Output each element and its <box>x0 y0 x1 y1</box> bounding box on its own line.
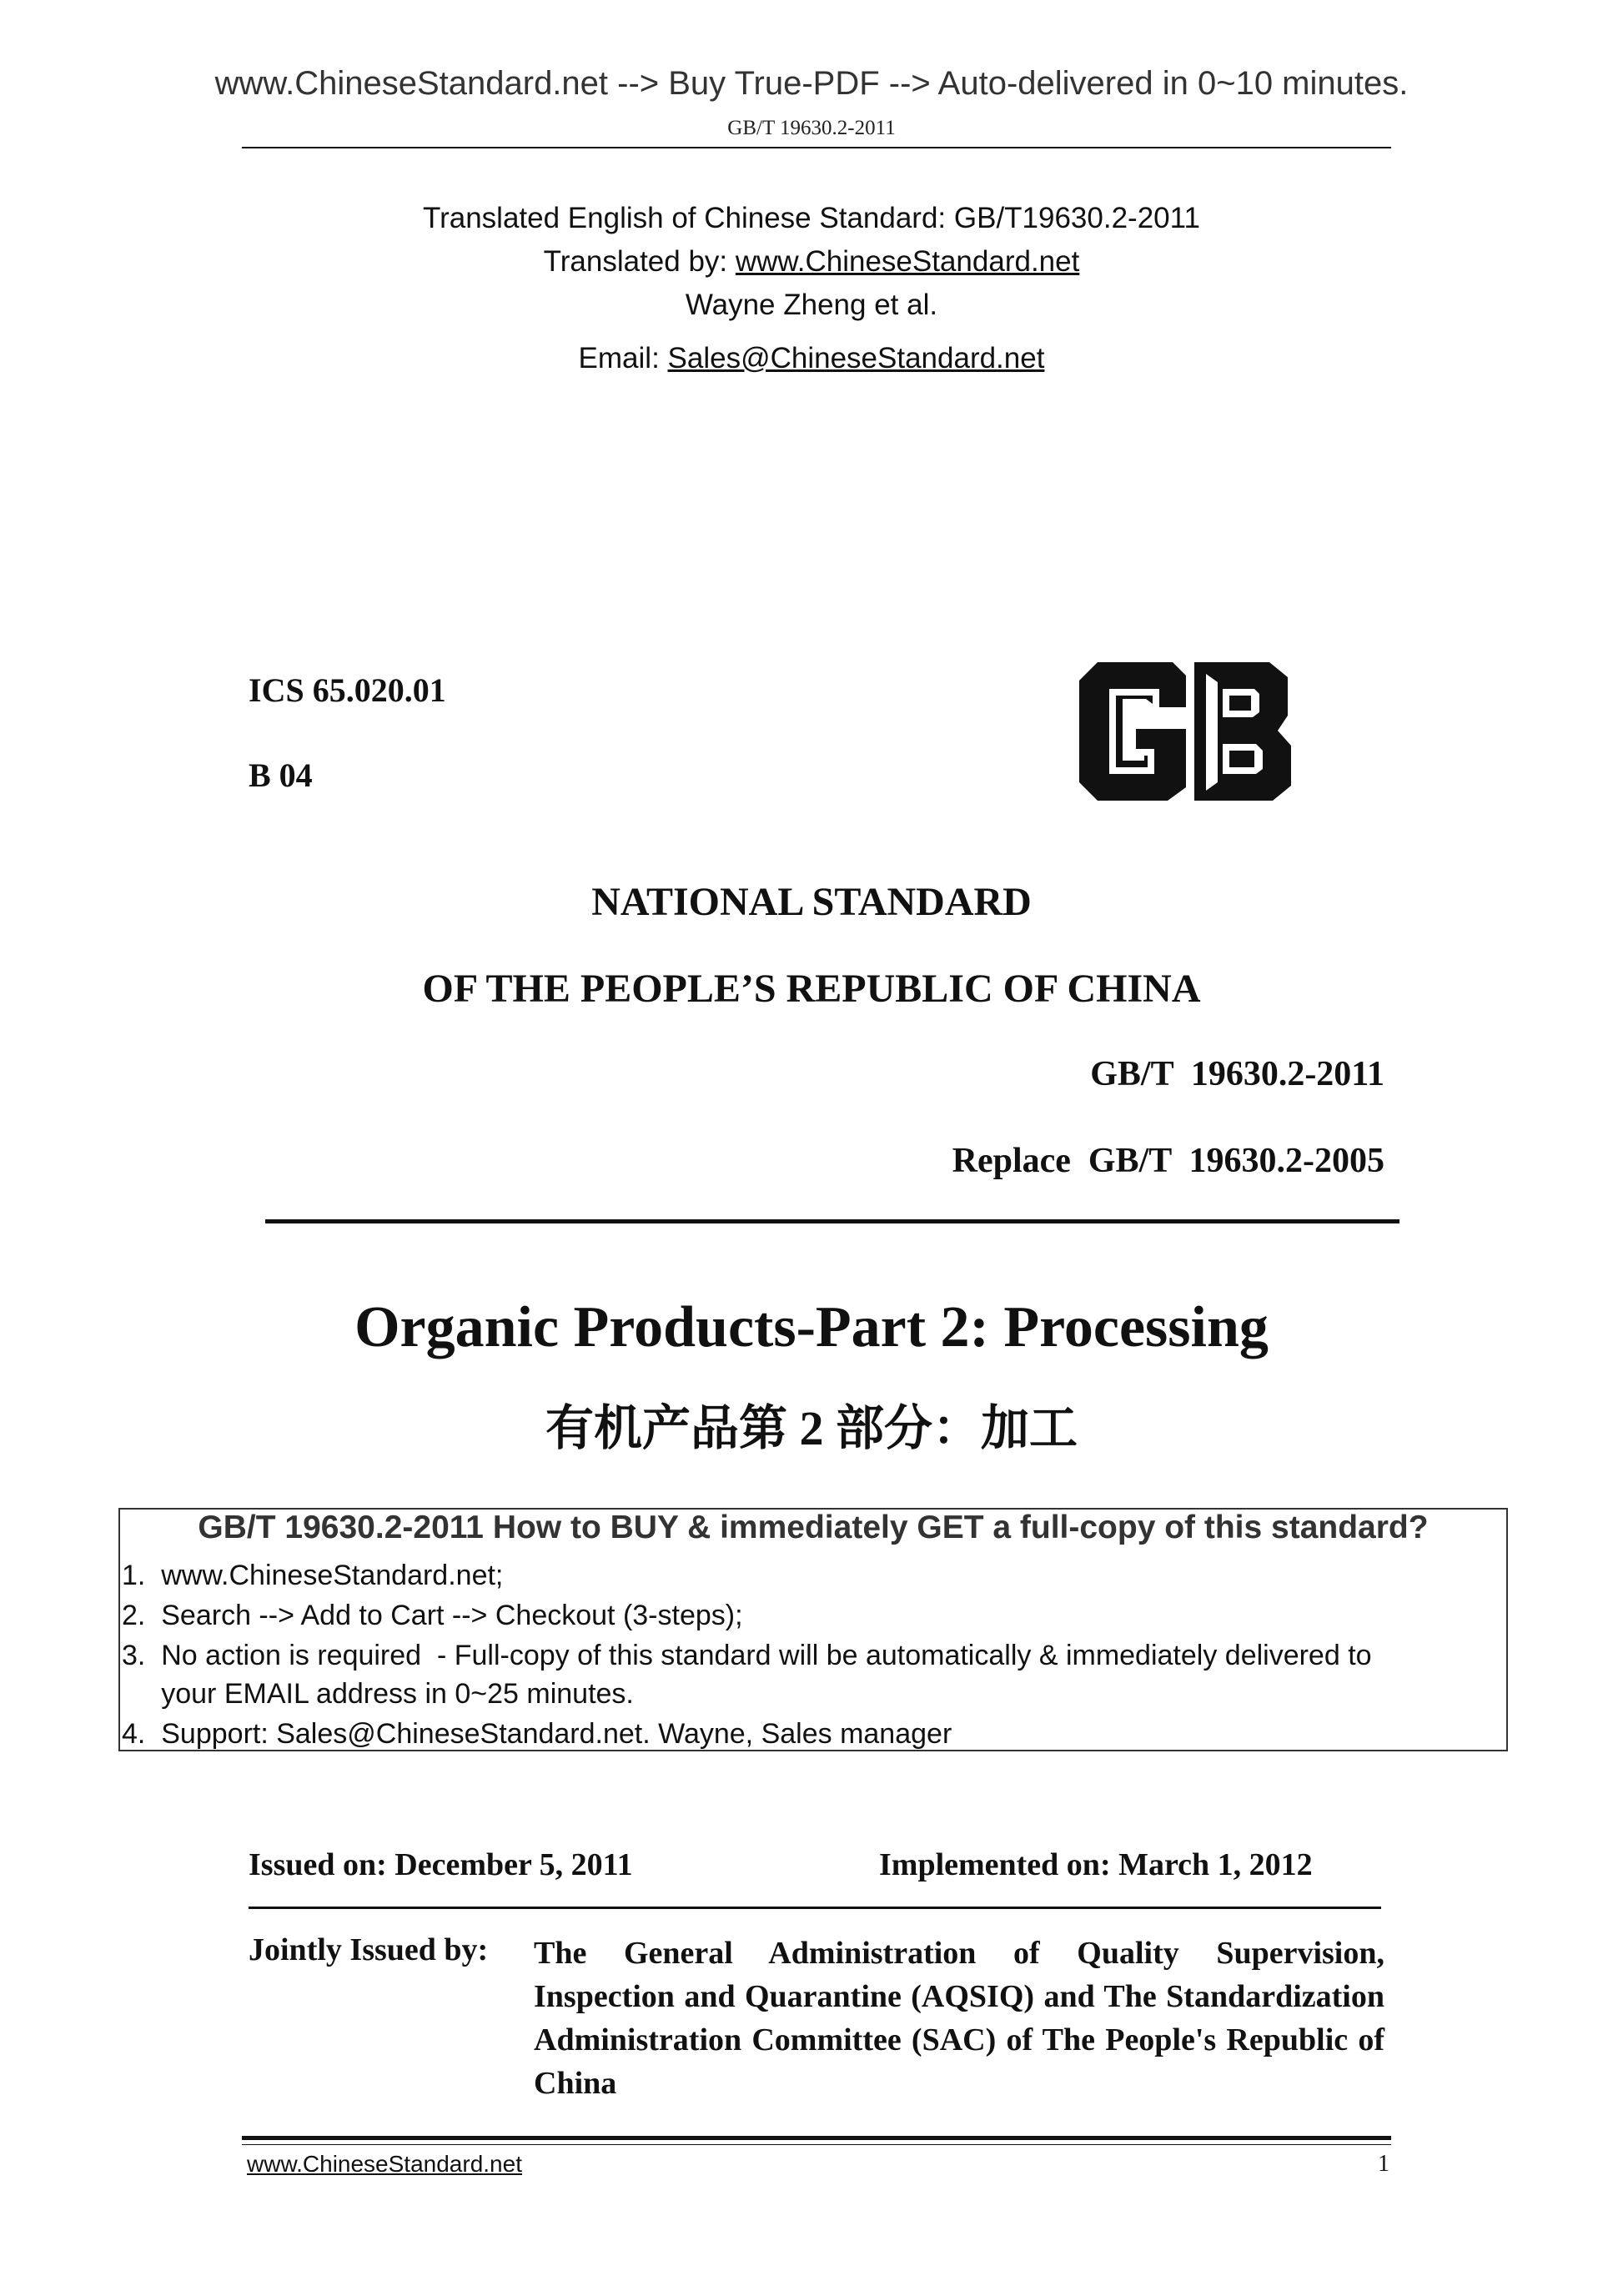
buy-instructions-box <box>118 1508 1508 1751</box>
jointly-issued-label: Jointly Issued by: <box>249 1932 489 1967</box>
ics-code: ICS 65.020.01 <box>249 671 446 709</box>
document-title-chinese: 有机产品第 2 部分：加工 <box>545 1401 1078 1455</box>
footer-link[interactable]: www.ChineseStandard.net <box>247 2151 522 2177</box>
translated-by-label: Translated by: <box>543 245 736 278</box>
header-standard-number: GB/T 19630.2-2011 <box>727 117 896 139</box>
page-number: 1 <box>1378 2151 1389 2177</box>
email-label: Email: <box>578 342 668 374</box>
translated-by-line <box>0 245 1623 279</box>
translator-names: Wayne Zheng et al. <box>685 289 938 321</box>
top-banner: www.ChineseStandard.net --> Buy True-PDF --> Auto-delivered in 0~10 minutes. <box>214 65 1409 102</box>
ccs-code: B 04 <box>249 756 313 794</box>
national-standard-title: NATIONAL STANDARD <box>591 880 1032 924</box>
implemented-date: Implemented on: March 1, 2012 <box>879 1847 1313 1882</box>
document-title: Organic Products-Part 2: Processing <box>354 1295 1269 1359</box>
gb-logo <box>1073 657 1298 806</box>
buy-step-item: 1. www.ChineseStandard.net; <box>122 1560 504 1591</box>
national-standard-subtitle: OF THE PEOPLE’S REPUBLIC OF CHINA <box>422 967 1201 1011</box>
translated-by-link[interactable]: www.ChineseStandard.net <box>735 245 1080 278</box>
header-divider <box>242 147 1391 148</box>
buy-step-item: your EMAIL address in 0~25 minutes. <box>122 1678 634 1710</box>
replace-standard: Replace GB/T 19630.2-2005 <box>952 1142 1384 1180</box>
footer-divider <box>242 2136 1391 2140</box>
issue-divider <box>249 1907 1381 1909</box>
issued-date: Issued on: December 5, 2011 <box>249 1847 633 1882</box>
buy-step-item: 4. Support: Sales@ChineseStandard.net. Wayne, Sales manager <box>122 1718 952 1750</box>
title-divider <box>265 1219 1399 1223</box>
jointly-issued-by: The General Administration of Quality Supervision, Inspection and Quarantine (AQSIQ) and The Standardization Administration Committee (SAC) of The People's Republic of China <box>534 1936 1384 2101</box>
email-link[interactable]: Sales@ChineseStandard.net <box>667 342 1045 374</box>
gb-logo-mark <box>1079 662 1291 801</box>
buy-step-item: 3. No action is required - Full-copy of this standard will be automatically & immediately delivered to <box>122 1640 1372 1671</box>
email-line <box>0 342 1623 375</box>
buy-instructions-heading: GB/T 19630.2-2011 How to BUY & immediately GET a full-copy of this standard? <box>198 1510 1429 1545</box>
footer-divider-thin <box>242 2144 1391 2145</box>
buy-step-item: 2. Search --> Add to Cart --> Checkout (3-steps); <box>122 1600 743 1631</box>
translation-line: Translated English of Chinese Standard: GB/T19630.2-2011 <box>423 202 1200 234</box>
standard-number: GB/T 19630.2-2011 <box>1090 1055 1384 1093</box>
